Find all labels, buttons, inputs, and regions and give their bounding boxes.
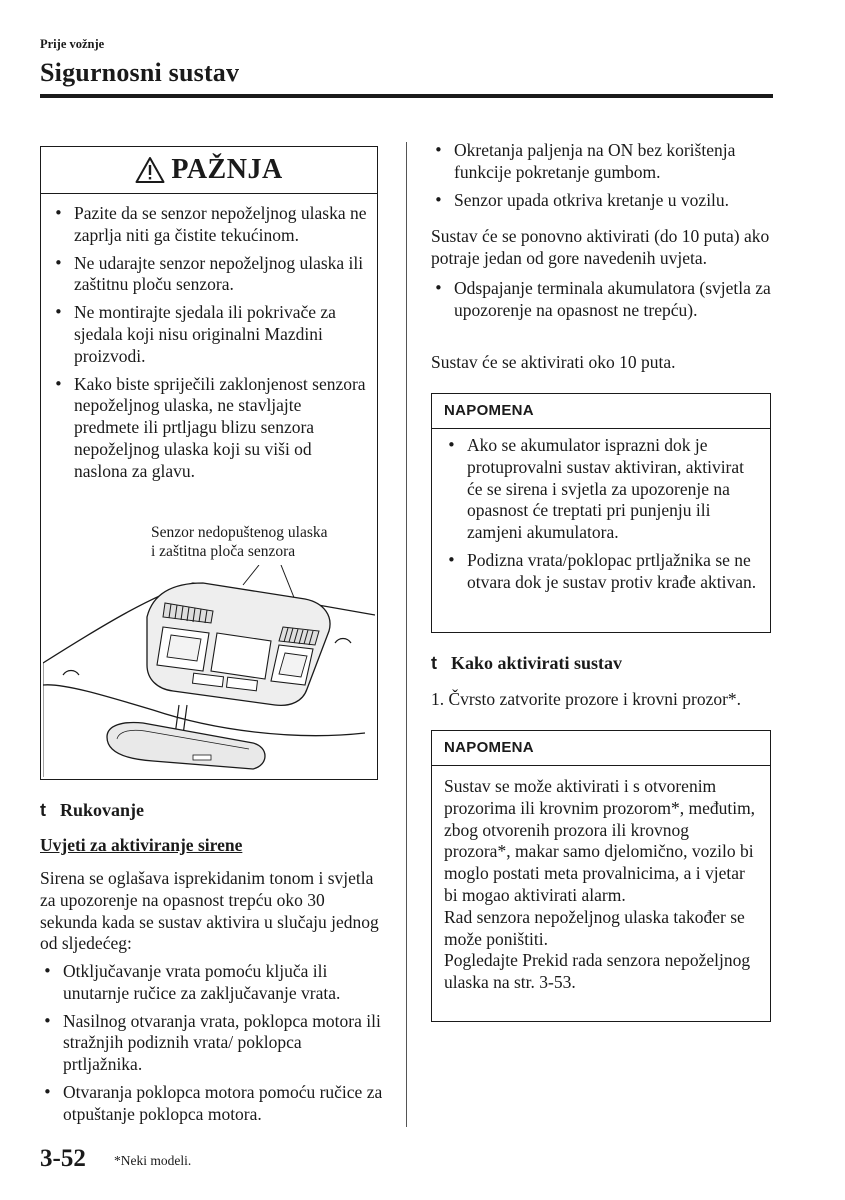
caution-box [40, 146, 378, 780]
reactivate-paragraph: Sustav će se ponovno aktivirati (do 10 puta) ako potraje jedan od gore navedenih uvjeta. [431, 226, 770, 268]
section-heading-rukovanje [40, 800, 144, 821]
footnote: *Neki modeli. [114, 1153, 192, 1168]
activation-count-paragraph: Sustav će se aktivirati oko 10 puta. [431, 352, 676, 372]
note-paragraph: Sustav se može aktivirati i s otvorenim prozorima ili krovnim prozorom*, međutim, zbog otvorenih prozora ili krovnog prozora*, makar samo djelomično, vozilo bi moglo postati meta provalnicima, a i vjetar bi mogao aktivirati alarm. [444, 776, 756, 905]
heading-text: Kako aktivirati sustav [451, 653, 623, 673]
figure-caption-line: i zaštitna ploča senzora [151, 543, 296, 560]
list-item: • Senzor upada otkriva kretanje u vozilu. [431, 190, 776, 212]
section-kicker: Prije vožnje [40, 37, 105, 51]
figure-caption [151, 523, 328, 561]
figure-caption-line: Senzor nedopuštenog ulaska [151, 524, 328, 541]
list-item: • Pazite da se senzor nepoželjnog ulaska ne zaprlja niti ga čistite tekućinom. [51, 203, 369, 247]
list-item: • Odspajanje terminala akumulatora (svjetla za upozorenje na opasnost ne trepću). [431, 278, 776, 322]
note-list [444, 435, 758, 594]
step-1: 1. Čvrsto zatvorite prozore i krovni prozor*. [431, 689, 742, 709]
subheading: Uvjeti za aktiviranje sirene [40, 835, 243, 855]
heading-text: Rukovanje [60, 800, 145, 820]
intro-paragraph: Sirena se oglašava isprekidanim tonom i svjetla za upozorenje na opasnost trepću oko 30 sekunda kada se sustav aktivira u slučaju jednog od sljedećeg: [40, 868, 379, 954]
list-item: • Otvaranja poklopca motora pomoću ručice za otpuštanje poklopca motora. [40, 1082, 385, 1126]
note-box-windows [431, 730, 771, 1022]
list-item: • Kako biste spriječili zaklonjenost senzora nepoželjnog ulaska, ne stavljajte predmete ili prtljagu blizu senzora nepoželjnog ulaska koji su viši od naslona za glavu. [51, 374, 369, 483]
page-title: Sigurnosni sustav [40, 58, 240, 87]
note-title: NAPOMENA [432, 731, 770, 766]
battery-list [431, 278, 776, 328]
list-item: • Ne montirajte sjedala ili pokrivače za sjedala koji nisu originalni Mazdini proizvodi. [51, 302, 369, 367]
heading-marker: t [40, 800, 46, 820]
list-item: • Okretanja paljenja na ON bez korištenja funkcije pokretanje gumbom. [431, 140, 776, 184]
overhead-console-illustration [43, 565, 375, 777]
warning-triangle-icon [135, 156, 165, 184]
column-divider [406, 142, 407, 1127]
list-item: • Nasilnog otvaranja vrata, poklopca motora ili stražnjih podiznih vrata/ poklopca prtljažnika. [40, 1011, 385, 1076]
note-title: NAPOMENA [432, 394, 770, 429]
note-paragraph: Pogledajte Prekid rada senzora nepoželjnog ulaska na str. 3-53. [444, 950, 751, 993]
heading-marker: t [431, 653, 437, 673]
trigger-list [40, 961, 385, 1132]
caution-title: PAŽNJA [171, 154, 283, 185]
page-number: 3-52 [40, 1145, 86, 1172]
list-item: • Podizna vrata/poklopac prtljažnika se ne otvara dok je sustav protiv krađe aktivan. [444, 550, 758, 594]
list-item: • Ako se akumulator isprazni dok je protuprovalni sustav aktiviran, aktivirat će se sirena i svjetla za upozorenje na opasnost će treptati pri punjenju ili zamjeni akumulatora. [444, 435, 758, 544]
section-heading-kako-aktivirati [431, 653, 622, 674]
list-item: • Otključavanje vrata pomoću ključa ili unutarnje ručice za zaključavanje vrata. [40, 961, 385, 1005]
caution-header [41, 147, 377, 194]
list-item: • Ne udarajte senzor nepoželjnog ulaska ili zaštitnu ploču senzora. [51, 253, 369, 297]
trigger-list-continued [431, 140, 776, 217]
caution-list [51, 203, 369, 489]
note-paragraph: Rad senzora nepoželjnog ulaska također se može poništiti. [444, 906, 745, 949]
note-box-battery [431, 393, 771, 633]
title-rule [40, 94, 773, 98]
